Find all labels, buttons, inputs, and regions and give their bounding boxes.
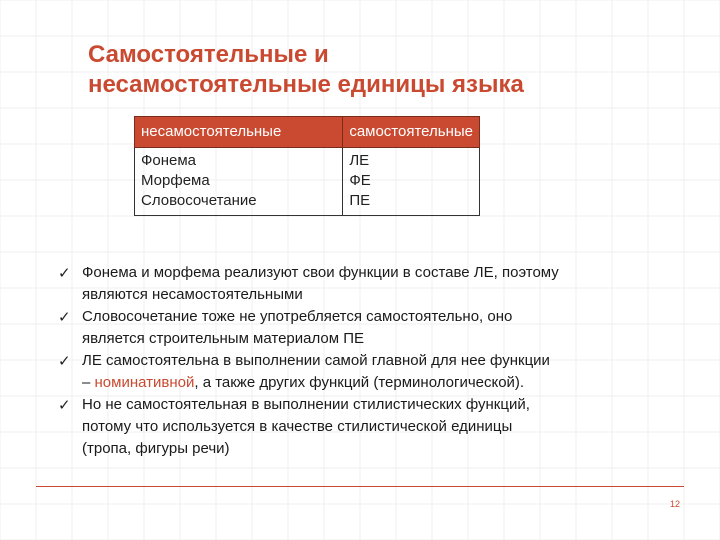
bullet-3-line-2-rest: , а также других функций (терминологической).: [194, 374, 525, 391]
list-item: [58, 262, 670, 306]
unit-word-combination: Словосочетание: [141, 192, 257, 209]
independent-units-cell: [343, 148, 480, 216]
unit-phoneme: Фонема: [141, 152, 197, 169]
bullet-3-line-1: ЛЕ самостоятельна в выполнении самой главной для нее функции: [82, 352, 550, 369]
page-number: 12: [669, 499, 680, 509]
list-item: [58, 350, 670, 394]
slide-title: [88, 40, 648, 100]
unit-fe: ФЕ: [349, 172, 371, 189]
unit-morpheme: Морфема: [141, 172, 210, 189]
checkmark-icon: ✓: [58, 308, 71, 326]
units-table: [134, 116, 480, 216]
bullet-4-line-1: Но не самостоятельная в выполнении стилистических функций,: [82, 396, 530, 413]
bullet-4-line-2: потому что используется в качестве стилистической единицы: [82, 418, 513, 435]
slide-title-line-1: Самостоятельные и: [88, 41, 329, 68]
bullet-3-dash: –: [82, 374, 95, 391]
bullet-3-line-2: [82, 372, 670, 394]
unit-pe: ПЕ: [349, 192, 371, 209]
term-nominative: номинативной: [94, 374, 195, 391]
list-item: [58, 306, 670, 350]
dependent-units-cell: [135, 148, 343, 216]
bullet-list: [58, 262, 670, 460]
checkmark-icon: ✓: [58, 396, 71, 414]
footer-divider: [36, 486, 684, 487]
table-header-row: [135, 117, 480, 148]
slide-title-line-2: несамостоятельные единицы языка: [88, 71, 524, 98]
bullet-2-line-2: является строительным материалом ПЕ: [82, 330, 365, 347]
bullet-2-line-1: Словосочетание тоже не употребляется самостоятельно, оно: [82, 308, 513, 325]
header-dependent-units: несамостоятельные: [135, 117, 343, 148]
bullet-1-line-1: Фонема и морфема реализуют свои функции в составе ЛЕ, поэтому: [82, 264, 559, 281]
bullet-1-line-2: являются несамостоятельными: [82, 286, 303, 303]
unit-le: ЛЕ: [349, 152, 370, 169]
list-item: [58, 394, 670, 460]
checkmark-icon: ✓: [58, 352, 71, 370]
checkmark-icon: ✓: [58, 264, 71, 282]
table-row: [135, 148, 480, 216]
header-independent-units: самостоятельные: [343, 117, 480, 148]
bullet-4-line-3: (тропа, фигуры речи): [82, 440, 230, 457]
